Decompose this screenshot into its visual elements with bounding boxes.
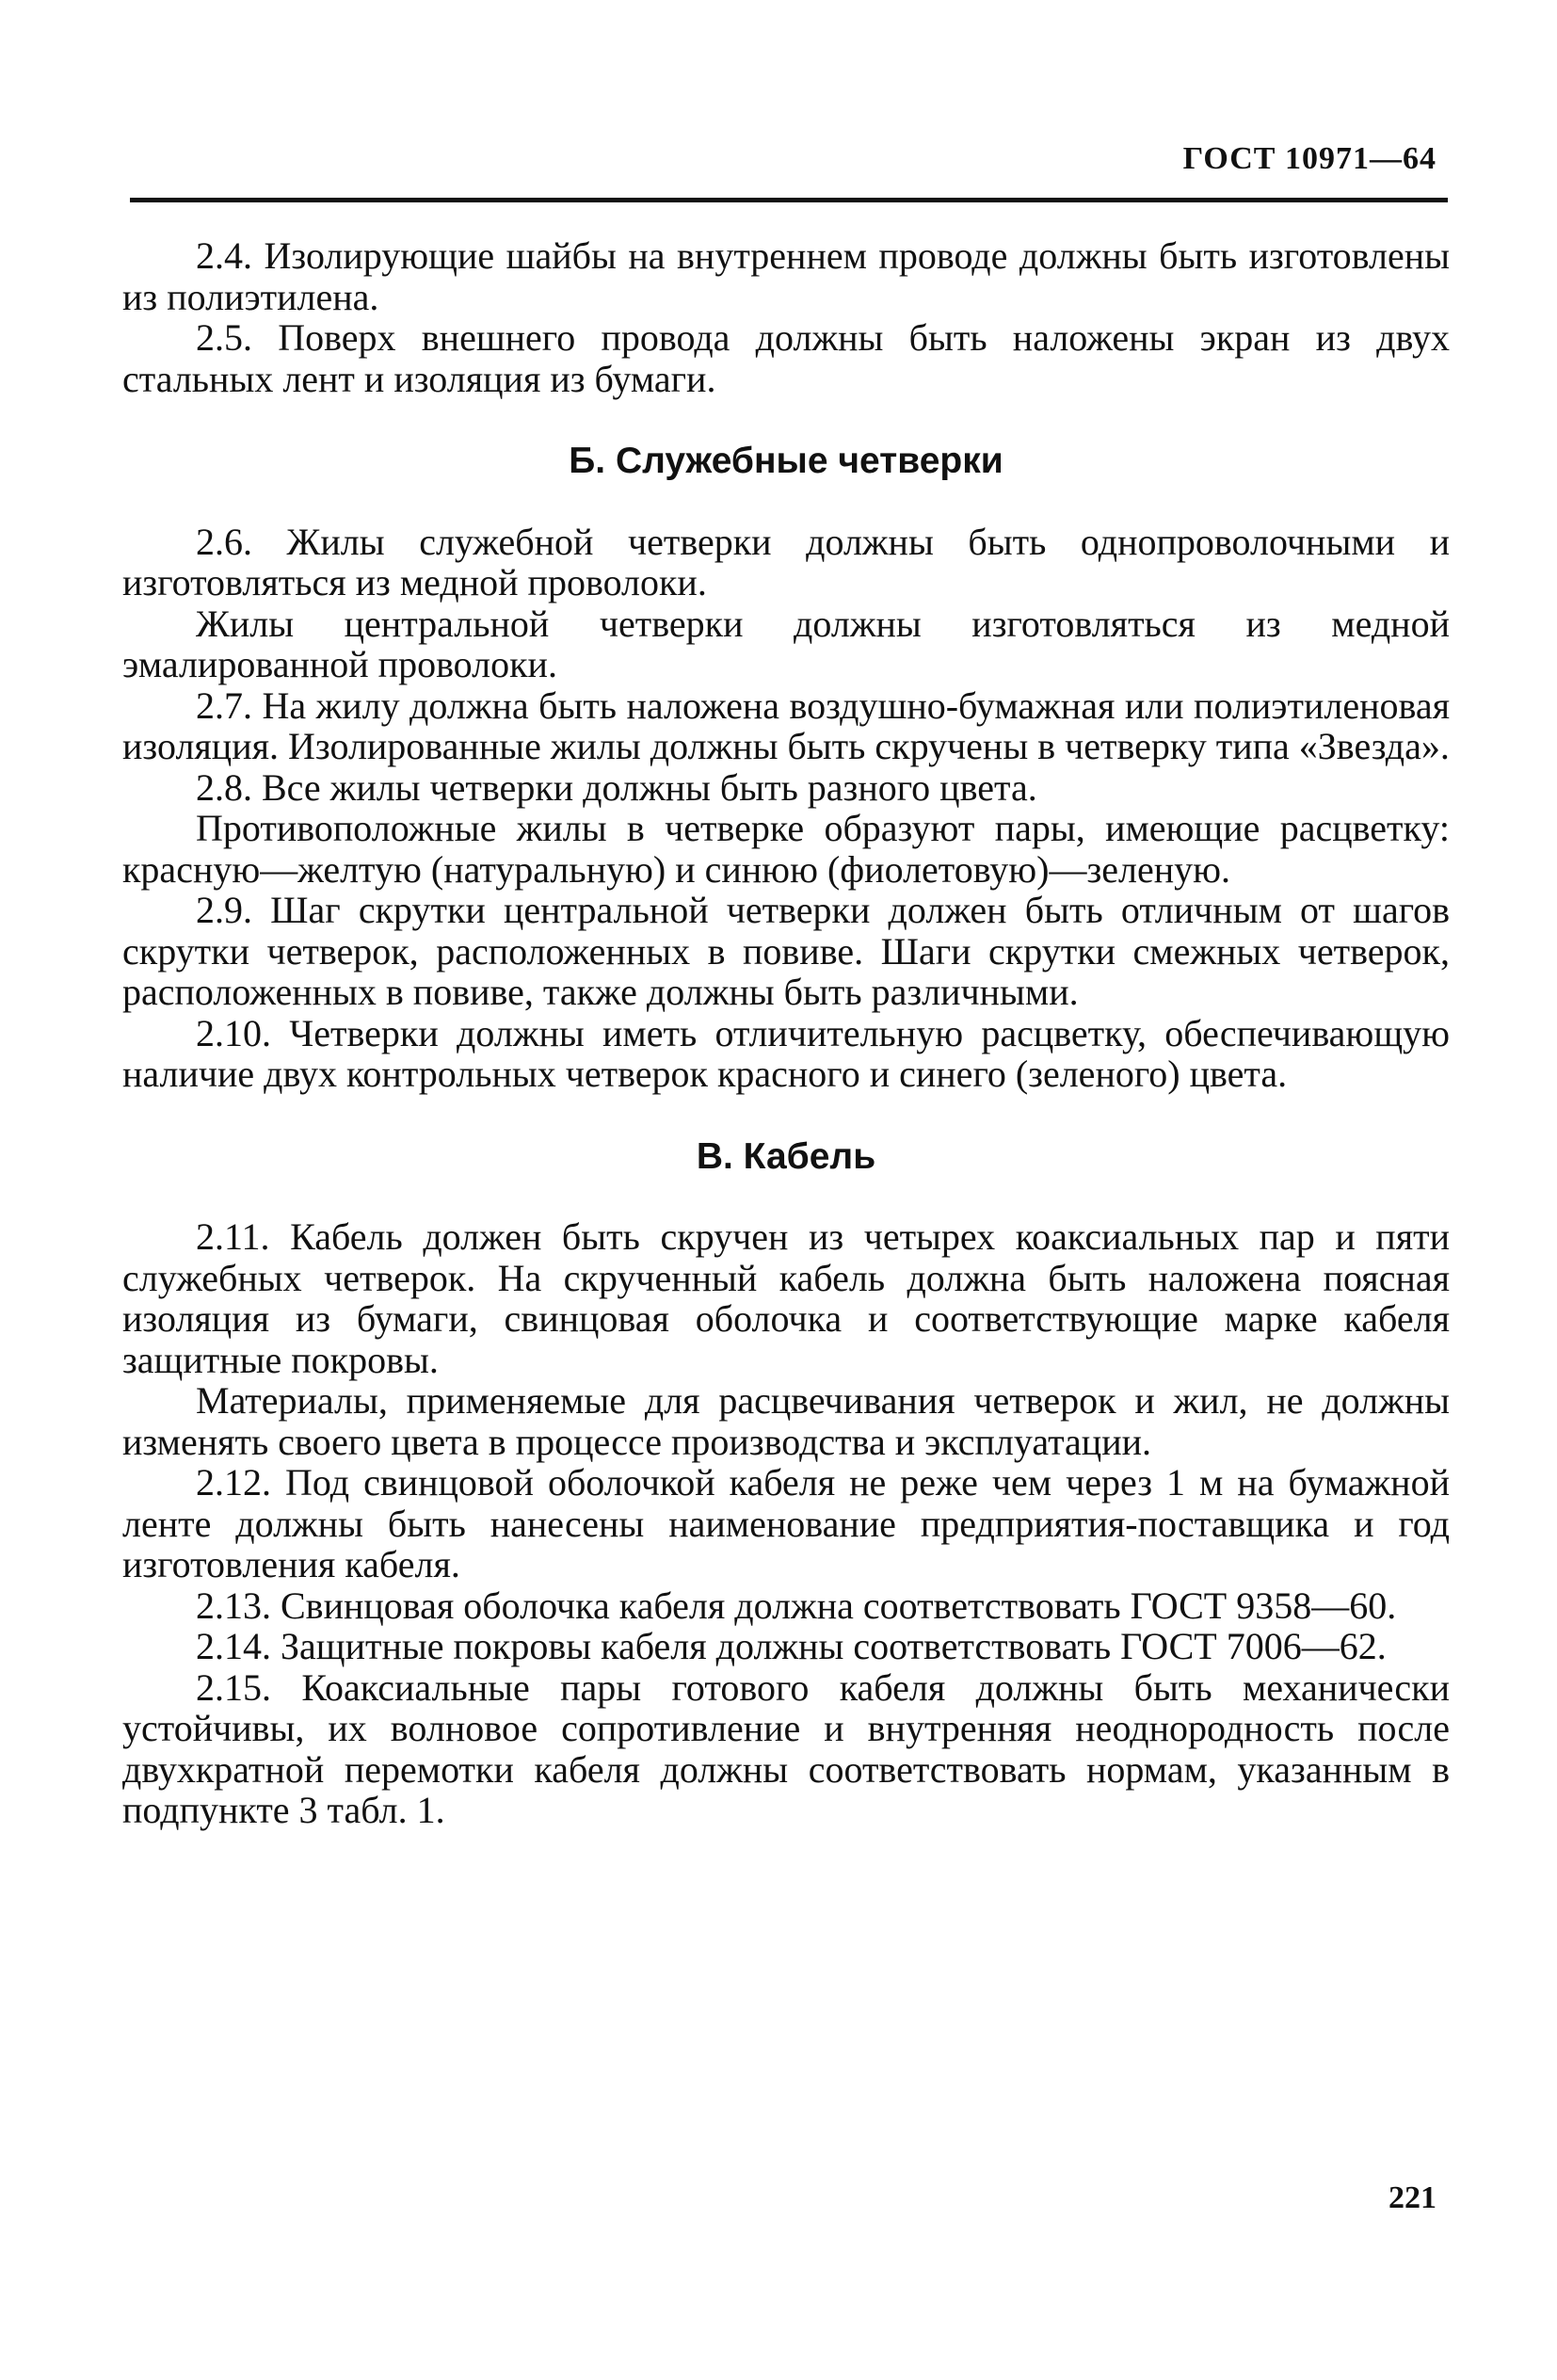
paragraph-2-9: 2.9. Шаг скрутки центральной четверки должен быть отличным от шагов скрутки четверок, расположенных в повиве. Шаги скрутки смежных четверок, расположенных в повиве, также должны быть различными. [122, 889, 1450, 1013]
paragraph-2-11-continued: Материалы, применяемые для расцвечивания четверок и жил, не должны изменять своего цвета в процессе производства и эксплуатации. [122, 1379, 1450, 1463]
paragraph-2-8-continued: Противоположные жилы в четверке образуют пары, имеющие расцветку: красную—желтую (натуральную) и синюю (фиолетовую)—зеленую. [122, 807, 1450, 891]
header-rule [130, 198, 1448, 202]
paragraph-2-8: 2.8. Все жилы четверки должны быть разного цвета. [196, 765, 1037, 809]
paragraph-2-4: 2.4. Изолирующие шайбы на внутреннем проводе должны быть изготовлены из полиэтилена. [122, 234, 1450, 318]
paragraph-2-15: 2.15. Коаксиальные пары готового кабеля должны быть механически устойчивы, их волновое сопротивление и внутренняя неоднородность после двухкратной перемотки кабеля должны соответствовать нормам, указанным в подпункте 3 табл. 1. [122, 1665, 1450, 1831]
document-body [122, 235, 1450, 1831]
paragraph-2-14: 2.14. Защитные покровы кабеля должны соответствовать ГОСТ 7006—62. [196, 1625, 1387, 1667]
section-heading-b: Б. Служебные четверки [569, 441, 1003, 481]
paragraph-2-12: 2.12. Под свинцовой оболочкой кабеля не реже чем через 1 м на бумажной ленте должны быть нанесены наименование предприятия-поставщика и год изготовления кабеля. [122, 1461, 1450, 1585]
paragraph-2-13: 2.13. Свинцовая оболочка кабеля должна соответствовать ГОСТ 9358—60. [196, 1584, 1397, 1627]
paragraph-2-7: 2.7. На жилу должна быть наложена воздушно-бумажная или полиэтиленовая изоляция. Изолированные жилы должны быть скручены в четверку типа «Звезда». [122, 683, 1450, 767]
page-number: 221 [1388, 2180, 1437, 2215]
section-heading-v: В. Кабель [696, 1135, 876, 1177]
paragraph-2-6-continued: Жилы центральной четверки должны изготовляться из медной эмалированной проволоки. [122, 602, 1450, 685]
paragraph-2-11: 2.11. Кабель должен быть скручен из четырех коаксиальных пар и пяти служебных четверок. На скрученный кабель должна быть наложена поясная изоляция из бумаги, свинцовая оболочка и соответствующие марке кабеля защитные покровы. [122, 1215, 1450, 1381]
paragraph-2-10: 2.10. Четверки должны иметь отличительную расцветку, обеспечивающую наличие двух контрольных четверок красного и синего (зеленого) цвета. [122, 1011, 1450, 1095]
standard-code-header: ГОСТ 10971—64 [1182, 141, 1437, 176]
paragraph-2-6: 2.6. Жилы служебной четверки должны быть однопроволочными и изготовляться из медной проволоки. [122, 520, 1450, 603]
paragraph-2-5: 2.5. Поверх внешнего провода должны быть наложены экран из двух стальных лент и изоляция из бумаги. [122, 316, 1450, 400]
